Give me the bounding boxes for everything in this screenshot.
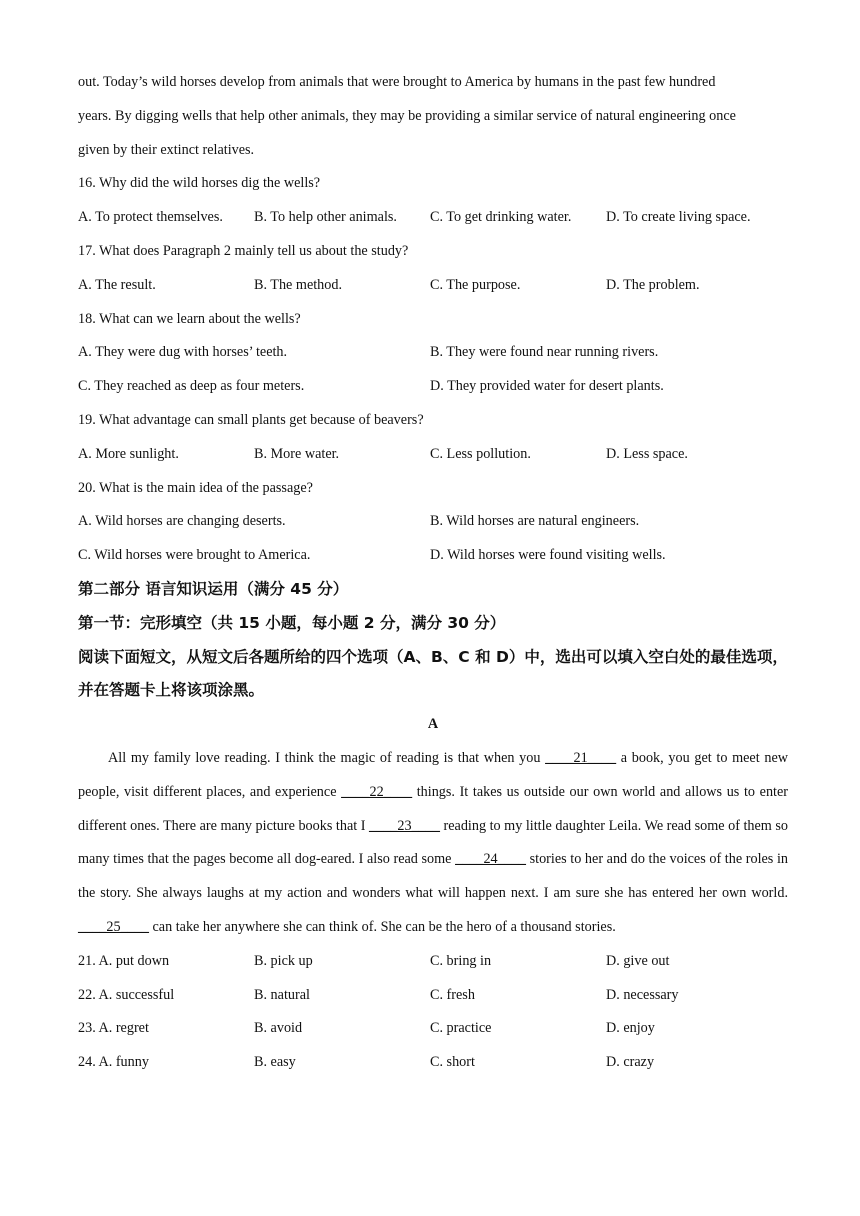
option-c[interactable]: C. To get drinking water. [430, 209, 572, 226]
option-c[interactable]: C. Less pollution. [430, 445, 531, 462]
option-a[interactable]: 24. A. funny [78, 1054, 149, 1071]
option-row [78, 336, 788, 370]
option-b[interactable]: B. pick up [254, 952, 313, 969]
option-row [78, 370, 788, 404]
option-b[interactable]: B. natural [254, 986, 310, 1003]
blank-24[interactable]: ____24____ [455, 851, 526, 868]
option-d[interactable]: D. enjoy [606, 1020, 655, 1037]
option-b[interactable]: B. easy [254, 1054, 296, 1071]
passage-text: reading to my little daughter Leila. We read some of them so many times that the pages become all dog-eared. I also read some [78, 817, 789, 868]
option-b[interactable]: B. avoid [254, 1020, 303, 1037]
option-b[interactable]: B. More water. [254, 445, 340, 462]
option-row [78, 201, 788, 235]
option-c[interactable]: C. fresh [430, 986, 475, 1003]
passage-line: given by their extinct relatives. [78, 141, 255, 158]
cloze-options-23 [78, 1012, 788, 1046]
blank-22[interactable]: ____22____ [341, 783, 413, 800]
option-a[interactable]: A. More sunlight. [78, 445, 179, 462]
subsection-title: 第一节：完形填空（共 15 小题，每小题 2 分，满分 30 分） [78, 613, 506, 632]
passage-text: can take her anywhere she can think of. She can be the hero of a thousand stories. [148, 918, 616, 935]
option-a[interactable]: A. They were dug with horses’ teeth. [78, 344, 288, 361]
passage-text: All my family love reading. I think the magic of reading is that when you [108, 749, 546, 766]
passage-text: a book, you get to meet new people, visit different places, and experience [78, 749, 788, 800]
question-stem: 18. What can we learn about the wells? [78, 310, 301, 327]
option-row [78, 539, 788, 573]
blank-21[interactable]: ____21____ [545, 749, 617, 766]
cloze-options-22 [78, 979, 788, 1013]
cloze-passage [78, 742, 788, 945]
option-a[interactable]: 21. A. put down [78, 952, 170, 969]
option-d[interactable]: D. To create living space. [606, 209, 751, 226]
question-18 [78, 303, 788, 404]
option-c[interactable]: C. Wild horses were brought to America. [78, 547, 311, 564]
option-a[interactable]: A. The result. [78, 276, 156, 293]
option-c[interactable]: C. bring in [430, 952, 492, 969]
cloze-options-24 [78, 1046, 788, 1080]
question-20 [78, 472, 788, 573]
option-c[interactable]: C. The purpose. [430, 276, 521, 293]
option-row [78, 438, 788, 472]
blank-23[interactable]: ____23____ [369, 817, 440, 834]
option-b[interactable]: B. To help other animals. [254, 209, 397, 226]
blank-25[interactable]: ____25____ [78, 918, 149, 935]
option-c[interactable]: C. practice [430, 1020, 492, 1037]
option-b[interactable]: B. Wild horses are natural engineers. [430, 513, 640, 530]
question-stem: 20. What is the main idea of the passage? [78, 479, 313, 496]
option-c[interactable]: C. They reached as deep as four meters. [78, 378, 305, 395]
option-d[interactable]: D. crazy [606, 1054, 655, 1071]
question-17 [78, 235, 788, 303]
part-title: 第二部分 语言知识运用（满分 45 分） [78, 579, 349, 598]
option-d[interactable]: D. The problem. [606, 276, 700, 293]
option-d[interactable]: D. Less space. [606, 445, 688, 462]
option-a[interactable]: 23. A. regret [78, 1020, 149, 1037]
cloze-options-21 [78, 945, 788, 979]
passage-text: stories to her and do the voices of the roles in the story. She always laughs at my action and wonders what will happen next. I am sure she has entered her own world. [78, 851, 788, 902]
option-row [78, 505, 788, 539]
option-d[interactable]: D. They provided water for desert plants. [430, 378, 664, 395]
document-page [78, 66, 788, 1080]
option-d[interactable]: D. necessary [606, 986, 679, 1003]
option-d[interactable]: D. Wild horses were found visiting wells. [430, 547, 666, 564]
question-19 [78, 404, 788, 472]
option-row [78, 269, 788, 303]
option-a[interactable]: A. To protect themselves. [78, 209, 223, 226]
passage-tail [78, 66, 788, 167]
passage-label: A [427, 716, 439, 733]
option-a[interactable]: A. Wild horses are changing deserts. [78, 513, 286, 530]
passage-text: things. It takes us outside our own world and allows us to enter different ones. There are many picture books that I [78, 783, 788, 834]
option-b[interactable]: B. The method. [254, 276, 343, 293]
option-b[interactable]: B. They were found near running rivers. [430, 344, 659, 361]
instructions: 阅读下面短文，从短文后各题所给的四个选项（A、B、C 和 D）中，选出可以填入空白处的最佳选项，并在答题卡上将该项涂黑。 [78, 647, 788, 700]
question-stem: 19. What advantage can small plants get because of beavers? [78, 411, 424, 428]
option-a[interactable]: 22. A. successful [78, 986, 175, 1003]
option-c[interactable]: C. short [430, 1054, 475, 1071]
question-stem: 17. What does Paragraph 2 mainly tell us about the study? [78, 242, 409, 259]
passage-line: out. Today’s wild horses develop from animals that were brought to America by humans in the past few hundred [78, 74, 716, 90]
question-stem: 16. Why did the wild horses dig the wells? [78, 175, 321, 192]
question-16 [78, 167, 788, 235]
option-d[interactable]: D. give out [606, 952, 670, 969]
passage-line: years. By digging wells that help other animals, they may be providing a similar service of natural engineering once [78, 107, 736, 124]
